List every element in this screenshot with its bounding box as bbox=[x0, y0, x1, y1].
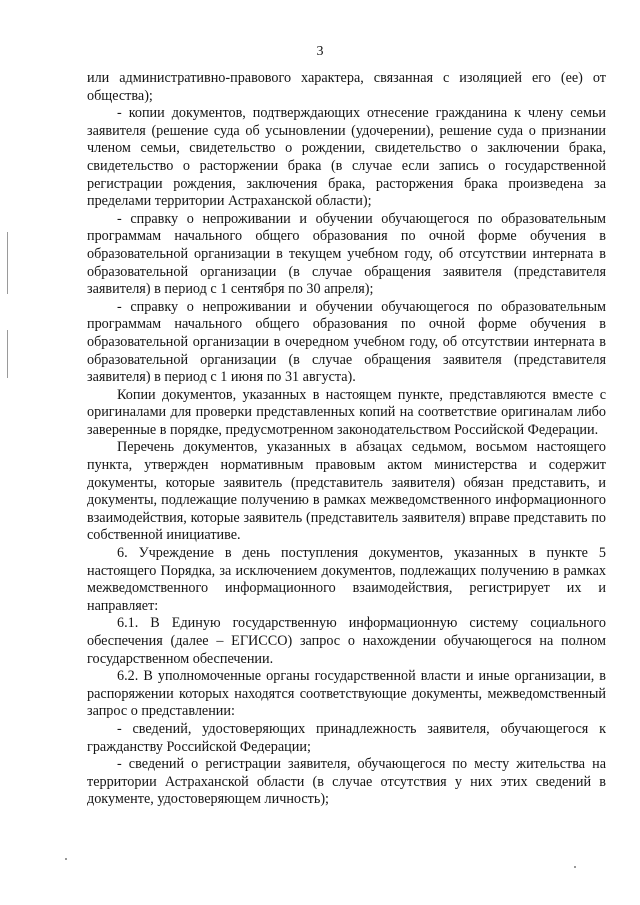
paragraph-citizenship-info: - сведений, удостоверяющих принадлежность заявителя, обучающегося к гражданству Российской Федерации; bbox=[87, 720, 606, 755]
paragraph-continuation: или административно-правового характера, связанная с изоляцией его (ее) от общества); bbox=[87, 70, 606, 104]
page-number: 3 bbox=[316, 44, 324, 59]
paragraph-item-6-1: 6.1. В Единую государственную информационную систему социального обеспечения (далее – ЕГИССО) запрос о нахождении обучающегося на полном государственном обеспечении. bbox=[87, 615, 606, 667]
paragraph-item-6: 6. Учреждение в день поступления документов, указанных в пункте 5 настоящего Порядка, за исключением документов, подлежащих получению в рамках межведомственного информационного взаимодействия, регистрирует их и направляет: bbox=[87, 545, 606, 614]
scan-speck bbox=[574, 866, 576, 868]
paragraph-list-of-documents: Перечень документов, указанных в абзацах седьмом, восьмом настоящего пункта, утвержден нормативным правовым актом министерства и содержит документы, которые заявитель (представитель заявителя) обязан представить, и документы, подлежащие получению в рамках межведомственного информационного взаимодействия, которые заявитель (представитель заявителя) вправе представить по собственной инициативе. bbox=[87, 439, 606, 544]
paragraph-item-6-2: 6.2. В уполномоченные органы государственной власти и иные организации, в распоряжении которых находятся соответствующие документы, межведомственный запрос о представлении: bbox=[87, 668, 606, 720]
paragraph-certificate-next-year: - справку о непроживании и обучении обучающегося по образовательным программам начального общего образования по очной форме обучения в образовательной организации в очередном учебном году, об отсутствии интерната в образовательной организации (в случае обращения заявителя (представителя заявителя) в период с 1 июня по 31 августа). bbox=[87, 298, 606, 386]
scan-margin-mark bbox=[7, 330, 8, 378]
paragraph-certificate-current-year: - справку о непроживании и обучении обучающегося по образовательным программам начального общего образования по очной форме обучения в образовательной организации в текущем учебном году, об отсутствии интерната в образовательной организации (в случае обращения заявителя (представителя заявителя) в период с 1 сентября по 30 апреля); bbox=[87, 210, 606, 298]
paragraph-copies: Копии документов, указанных в настоящем пункте, представляются вместе с оригиналами для проверки представленных копий на соответствие оригиналам либо заверенные в порядке, предусмотренном законодательством Российской Федерации. bbox=[87, 386, 606, 438]
scan-margin-mark bbox=[7, 232, 8, 294]
document-body bbox=[87, 70, 606, 809]
paragraph-registration-info: - сведений о регистрации заявителя, обучающегося по месту жительства на территории Астраханской области (в случае отсутствия у них этих сведений в документе, удостоверяющем личность); bbox=[87, 756, 606, 808]
paragraph-family-documents: - копии документов, подтверждающих отнесение гражданина к члену семьи заявителя (решение суда об усыновлении (удочерении), решение суда о признании членом семьи, свидетельство о рождении, свидетельство о заключении брака, свидетельство о расторжении брака (в случае если запись о государственной регистрации рождения, заключения брака, расторжения брака произведена за пределами территории Астраханской области); bbox=[87, 105, 606, 210]
scan-speck bbox=[65, 858, 67, 860]
